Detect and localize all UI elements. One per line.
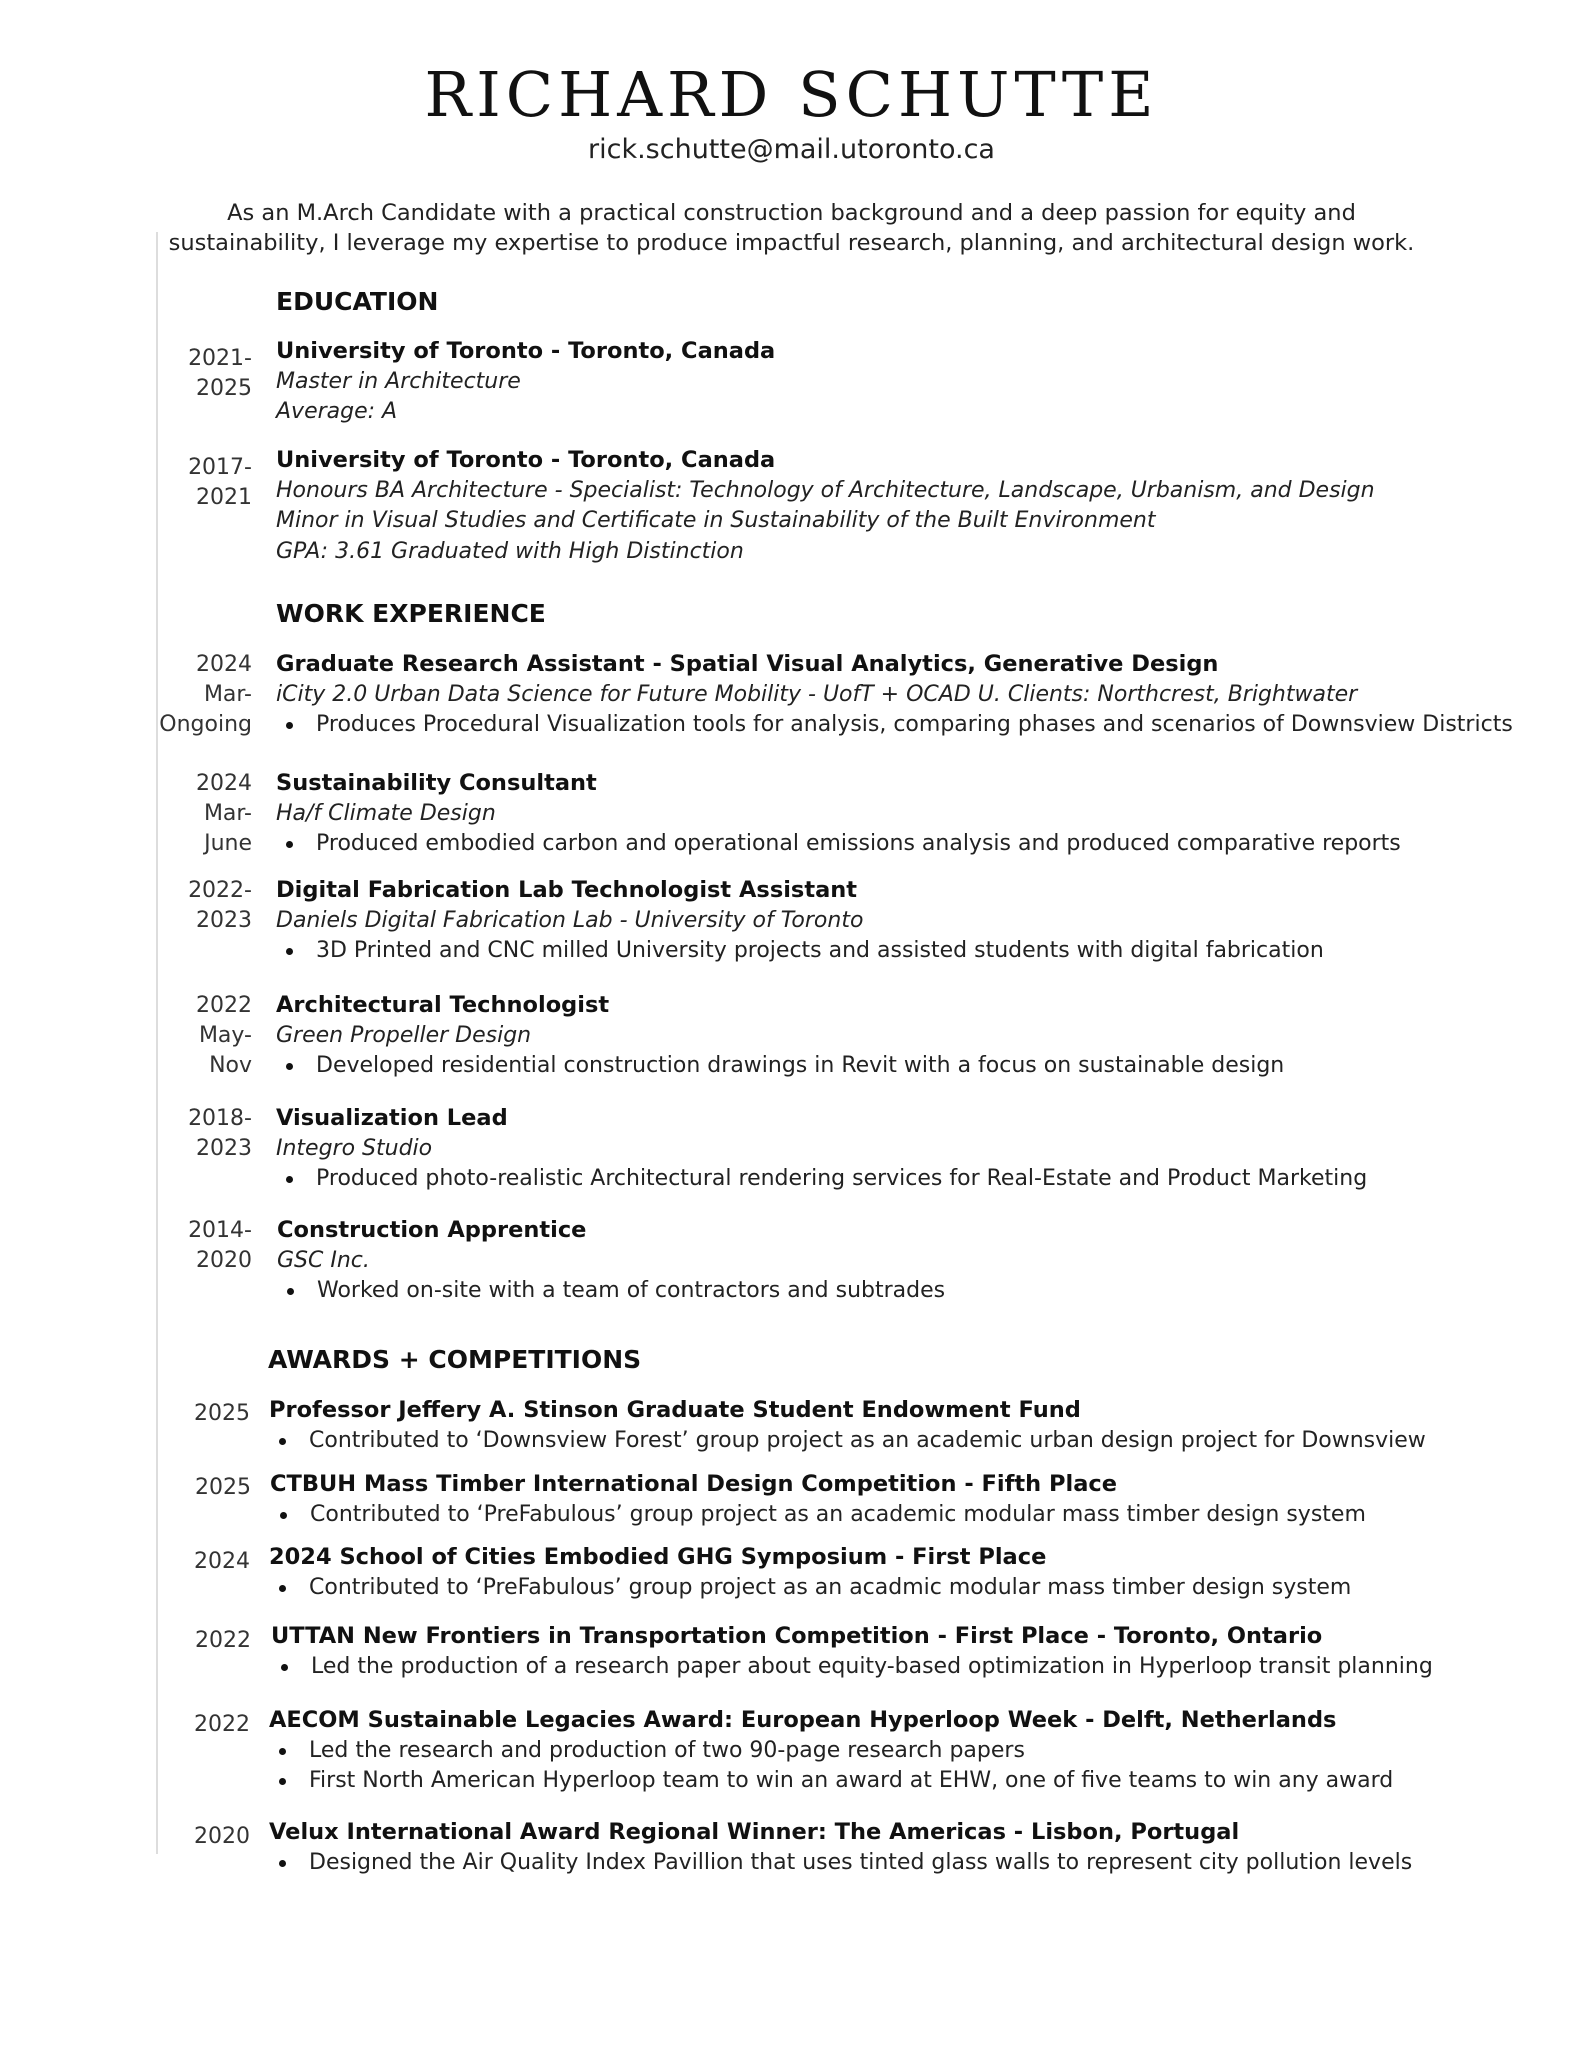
- entry-title: Architectural Technologist: [276, 992, 610, 1018]
- award-date-2: 2025: [195, 1475, 251, 1500]
- bullet-item: Produced photo-realistic Architectural rendering services for Real-Estate and Product Marketing: [276, 1164, 1367, 1195]
- award-date-6: 2020: [194, 1824, 250, 1849]
- entry-title: University of Toronto - Toronto, Canada: [276, 338, 776, 364]
- entry-subtitle: Honours BA Architecture - Specialist: Technology of Architecture, Landscape, Urbanism, and Design: [276, 477, 1375, 503]
- work-date-6: 2014- 2020: [188, 1218, 252, 1273]
- award-date-1: 2025: [194, 1401, 250, 1426]
- entry-subtitle: GSC Inc.: [277, 1247, 370, 1273]
- summary-paragraph: As an M.Arch Candidate with a practical construction background and a deep passion for equity and sustainability, I leverage my expertise to produce impactful research, planning, and architectural design work.: [168, 200, 1415, 256]
- work-date-4: 2022 May- Nov: [196, 993, 252, 1078]
- candidate-name: RICHARD SCHUTTE: [424, 58, 1159, 131]
- work-entry-5: [276, 1103, 1367, 1195]
- entry-title: UTTAN New Frontiers in Transportation Competition - First Place - Toronto, Ontario: [271, 1623, 1323, 1649]
- entry-title: Construction Apprentice: [277, 1217, 587, 1243]
- work-date-3: 2022- 2023: [188, 878, 252, 933]
- education-heading: EDUCATION: [276, 287, 439, 316]
- education-entry-2: [276, 445, 1375, 567]
- entry-subtitle: Minor in Visual Studies and Certificate in Sustainability of the Built Environment: [276, 508, 1156, 533]
- bullet-item: Contributed to ‘PreFabulous’ group project as an academic modular mass timber design system: [270, 1500, 1366, 1531]
- resume-header: [0, 58, 1583, 168]
- entry-title: 2024 School of Cities Embodied GHG Symposium - First Place: [269, 1544, 1047, 1570]
- work-date-1: 2024 Mar- Ongoing: [159, 652, 252, 737]
- bullet-item: Developed residential construction drawings in Revit with a focus on sustainable design: [276, 1051, 1284, 1082]
- entry-title: University of Toronto - Toronto, Canada: [276, 447, 776, 473]
- work-entry-3: [276, 875, 1324, 967]
- bullet-item: Led the research and production of two 90-page research papers: [269, 1736, 1393, 1767]
- award-date-3: 2024: [194, 1549, 250, 1574]
- work-entry-2: [276, 768, 1401, 860]
- bullet-item: Worked on-site with a team of contractors and subtrades: [277, 1276, 945, 1307]
- entry-title: Velux International Award Regional Winner: The Americas - Lisbon, Portugal: [269, 1819, 1240, 1845]
- entry-subtitle: iCity 2.0 Urban Data Science for Future Mobility - UofT + OCAD U. Clients: Northcrest, Brightwater: [276, 681, 1358, 707]
- bullet-item: Designed the Air Quality Index Pavillion that uses tinted glass walls to represent city pollution levels: [269, 1848, 1412, 1879]
- entry-title: Digital Fabrication Lab Technologist Assistant: [276, 877, 858, 903]
- entry-title: Graduate Research Assistant - Spatial Visual Analytics, Generative Design: [276, 651, 1219, 677]
- bullet-item: Contributed to ‘PreFabulous’ group project as an acadmic modular mass timber design system: [269, 1573, 1351, 1604]
- entry-title: AECOM Sustainable Legacies Award: European Hyperloop Week - Delft, Netherlands: [269, 1707, 1337, 1733]
- bullet-item: Contributed to ‘Downsview Forest’ group project as an academic urban design project for Downsview: [269, 1426, 1426, 1457]
- work-date-5: 2018- 2023: [188, 1106, 252, 1161]
- work-date-2: 2024 Mar- June: [196, 771, 252, 856]
- entry-title: Professor Jeffery A. Stinson Graduate Student Endowment Fund: [269, 1397, 1081, 1423]
- award-entry-3: [269, 1542, 1351, 1603]
- bullet-item: First North American Hyperloop team to win an award at EHW, one of five teams to win any award: [269, 1766, 1393, 1797]
- award-entry-1: [269, 1395, 1426, 1456]
- entry-title: CTBUH Mass Timber International Design Competition - Fifth Place: [270, 1471, 1117, 1497]
- award-date-4: 2022: [195, 1628, 251, 1653]
- awards-heading: AWARDS + COMPETITIONS: [268, 1345, 642, 1374]
- entry-subtitle: Daniels Digital Fabrication Lab - University of Toronto: [276, 907, 864, 933]
- award-entry-2: [270, 1469, 1366, 1530]
- award-entry-4: [271, 1621, 1433, 1682]
- entry-subtitle: Ha/f Climate Design: [276, 800, 496, 826]
- bullet-item: Produces Procedural Visualization tools for analysis, comparing phases and scenarios of Downsview Districts: [276, 710, 1513, 741]
- education-date-2: 2017- 2021: [188, 455, 252, 510]
- entry-subtitle: Integro Studio: [276, 1135, 433, 1161]
- work-entry-1: [276, 649, 1513, 741]
- entry-subtitle: Green Propeller Design: [276, 1022, 532, 1048]
- entry-subtitle: Master in Architecture: [276, 368, 521, 394]
- bullet-item: 3D Printed and CNC milled University projects and assisted students with digital fabrication: [276, 936, 1324, 967]
- work-heading: WORK EXPERIENCE: [276, 599, 546, 628]
- entry-subtitle: Average: A: [276, 399, 398, 424]
- entry-title: Sustainability Consultant: [276, 770, 597, 796]
- work-entry-4: [276, 990, 1284, 1082]
- award-date-5: 2022: [194, 1712, 250, 1737]
- entry-subtitle: GPA: 3.61 Graduated with High Distinction: [276, 538, 744, 564]
- education-entry-1: [276, 336, 775, 428]
- award-entry-5: [269, 1705, 1393, 1797]
- award-entry-6: [269, 1817, 1412, 1878]
- email-address[interactable]: rick.schutte@mail.utoronto.ca: [588, 134, 995, 165]
- entry-title: Visualization Lead: [276, 1105, 508, 1131]
- education-date-1: 2021- 2025: [188, 346, 252, 401]
- bullet-item: Led the production of a research paper about equity-based optimization in Hyperloop transit planning: [271, 1652, 1433, 1683]
- work-entry-6: [277, 1215, 945, 1307]
- bullet-item: Produced embodied carbon and operational emissions analysis and produced comparative reports: [276, 829, 1401, 860]
